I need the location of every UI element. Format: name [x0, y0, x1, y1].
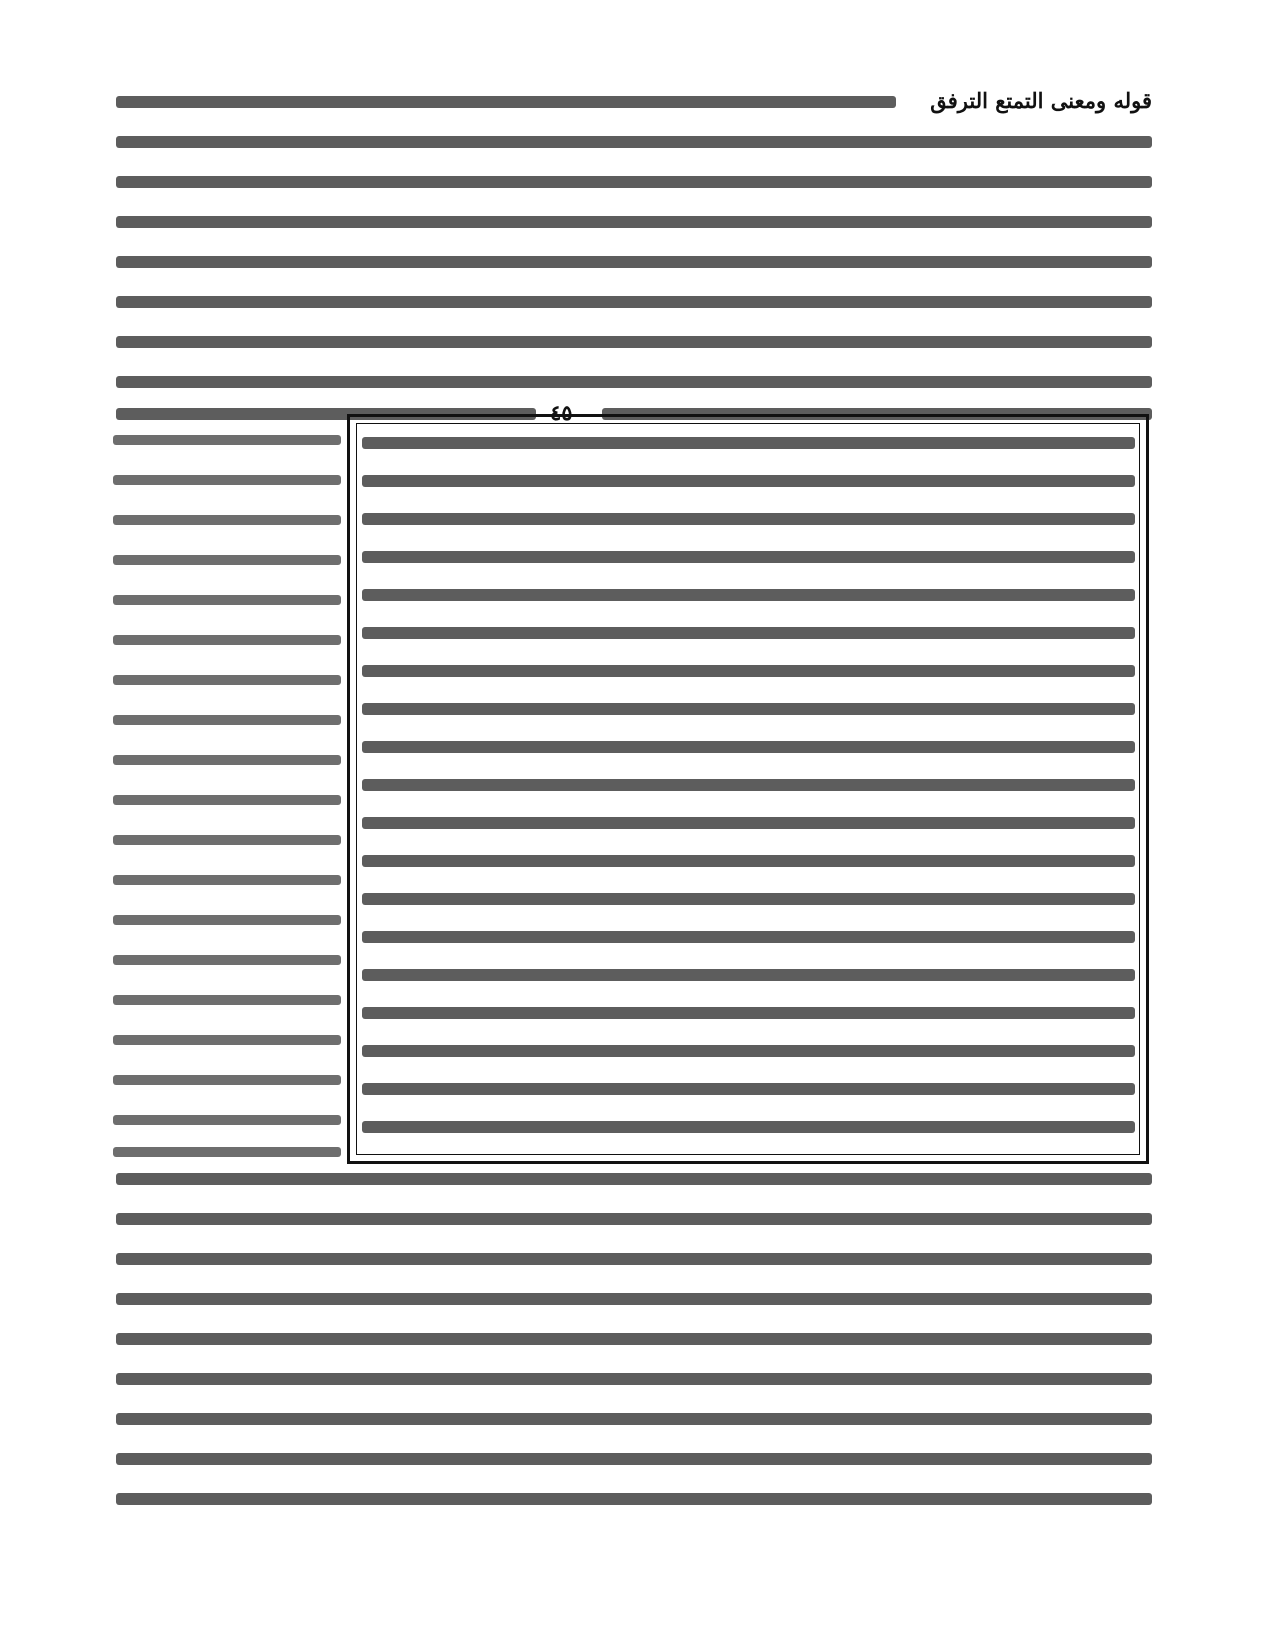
margin-line: [113, 587, 341, 611]
main-text-line: [362, 430, 1135, 454]
margin-line: [113, 947, 341, 971]
main-text-line: [362, 924, 1135, 948]
commentary-heading: قوله ومعنى التمتع الترفق: [924, 89, 1152, 113]
margin-line: [113, 547, 341, 571]
commentary-line: [116, 209, 1152, 233]
commentary-line: [116, 249, 1152, 273]
main-text-line: [362, 810, 1135, 834]
margin-line: [113, 507, 341, 531]
main-text-line: [362, 962, 1135, 986]
margin-line: [113, 907, 341, 931]
margin-line: [113, 747, 341, 771]
commentary-line: [116, 129, 1152, 153]
main-text-line: [362, 1114, 1135, 1138]
commentary-line: [116, 1246, 1152, 1270]
margin-line: [113, 1067, 341, 1091]
margin-line: [113, 1107, 341, 1131]
page-number: ٤٥: [546, 401, 577, 425]
margin-line: [113, 1027, 341, 1051]
margin-line: [113, 427, 341, 451]
main-text-line: [362, 468, 1135, 492]
main-text-line: [362, 1038, 1135, 1062]
commentary-line: [116, 1206, 1152, 1230]
main-text-line: [362, 658, 1135, 682]
commentary-line: [116, 1166, 1152, 1190]
commentary-line: [116, 1486, 1152, 1510]
commentary-line: [116, 369, 1152, 393]
margin-line: [113, 627, 341, 651]
commentary-line: [116, 1366, 1152, 1390]
commentary-line: [116, 1326, 1152, 1350]
main-text-line: [362, 582, 1135, 606]
main-text-line: [362, 772, 1135, 796]
main-text-line: [362, 1000, 1135, 1024]
main-text-line: [362, 848, 1135, 872]
margin-line: [113, 867, 341, 891]
margin-line: [113, 467, 341, 491]
main-text-line: [362, 696, 1135, 720]
margin-line: [113, 707, 341, 731]
commentary-line: [116, 1406, 1152, 1430]
margin-line: [113, 667, 341, 691]
commentary-line: [116, 289, 1152, 313]
commentary-line: [116, 1286, 1152, 1310]
margin-line: [113, 827, 341, 851]
margin-line: [113, 987, 341, 1011]
commentary-line: [116, 169, 1152, 193]
commentary-line: [116, 329, 1152, 353]
main-text-line: [362, 620, 1135, 644]
margin-line: [113, 787, 341, 811]
main-text-line: [362, 1076, 1135, 1100]
main-text-line: [362, 886, 1135, 910]
commentary-line: [116, 1446, 1152, 1470]
main-text-line: [362, 506, 1135, 530]
main-text-line: [362, 734, 1135, 758]
commentary-line: [116, 89, 1152, 113]
margin-line: [113, 1139, 341, 1163]
main-text-line: [362, 544, 1135, 568]
